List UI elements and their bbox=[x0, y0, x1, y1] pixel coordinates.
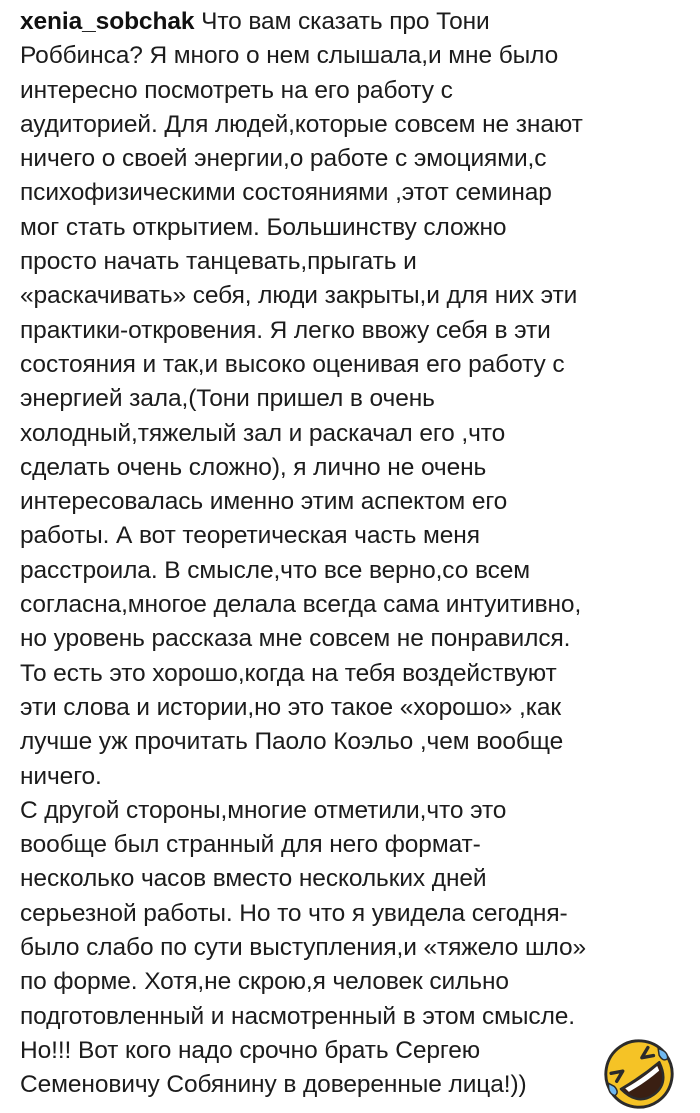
comment-line: ничего о своей энергии,о работе с эмоциями,с bbox=[20, 145, 547, 173]
comment-line: но уровень рассказа мне совсем не понравился. bbox=[20, 625, 571, 653]
comment-line: эти слова и истории,но это такое «хорошо» ,как bbox=[20, 693, 562, 721]
comment-line: просто начать танцевать,прыгать и bbox=[20, 248, 417, 276]
comment-line: согласна,многое делала всегда сама интуитивно, bbox=[20, 591, 582, 619]
comment-line: энергией зала,(Тони пришел в очень bbox=[20, 385, 435, 413]
comment-line: по форме. Хотя,не скрою,я человек сильно bbox=[20, 968, 509, 996]
comment-line: С другой стороны,многие отметили,что это bbox=[20, 796, 507, 824]
comment-first-line bbox=[20, 5, 690, 39]
comment-line: несколько часов вместо нескольких дней bbox=[20, 865, 487, 893]
comment-line: лучше уж прочитать Паоло Коэльо ,чем вообще bbox=[20, 728, 564, 756]
comment-line: То есть это хорошо,когда на тебя воздействуют bbox=[20, 659, 557, 687]
comment-line-text: Что вам сказать про Тони bbox=[194, 8, 490, 35]
comment-line: подготовленный и насмотренный в этом смысле. bbox=[20, 1002, 575, 1030]
comment-line: Семеновичу Собянину в доверенные лица!)) bbox=[20, 1071, 527, 1099]
comment-line: сделать очень сложно), я лично не очень bbox=[20, 453, 487, 481]
rolling-on-the-floor-laughing-icon bbox=[600, 1035, 678, 1113]
comment-line: холодный,тяжелый зал и раскачал его ,что bbox=[20, 419, 506, 447]
username-link[interactable]: xenia_sobchak bbox=[20, 8, 195, 35]
comment-text bbox=[20, 5, 690, 1103]
comment-line: практики-откровения. Я легко ввожу себя в эти bbox=[20, 316, 551, 344]
comment-line: было слабо по сути выступления,и «тяжело шло» bbox=[20, 934, 587, 962]
comment-line: интересно посмотреть на его работу с bbox=[20, 76, 453, 104]
comment-line: вообще был странный для него формат- bbox=[20, 831, 481, 859]
comment-line: психофизическими состояниями ,этот семинар bbox=[20, 179, 552, 207]
comment-line: расстроила. В смысле,что все верно,со всем bbox=[20, 556, 531, 584]
comment-line: интересовалась именно этим аспектом его bbox=[20, 488, 508, 516]
comment-line: «раскачивать» себя, люди закрыты,и для них эти bbox=[20, 282, 578, 310]
comment-line: серьезной работы. Но то что я увидела сегодня- bbox=[20, 899, 568, 927]
comment-line: Но!!! Вот кого надо срочно брать Сергею bbox=[20, 1036, 481, 1064]
comment-line: Роббинса? Я много о нем слышала,и мне было bbox=[20, 42, 559, 70]
comment-line: ничего. bbox=[20, 762, 102, 790]
comment-line: работы. А вот теоретическая часть меня bbox=[20, 522, 480, 550]
comment-line: аудиторией. Для людей,которые совсем не знают bbox=[20, 110, 583, 138]
comment-line: состояния и так,и высоко оценивая его работу с bbox=[20, 350, 565, 378]
comment-line: мог стать открытием. Большинству сложно bbox=[20, 213, 507, 241]
